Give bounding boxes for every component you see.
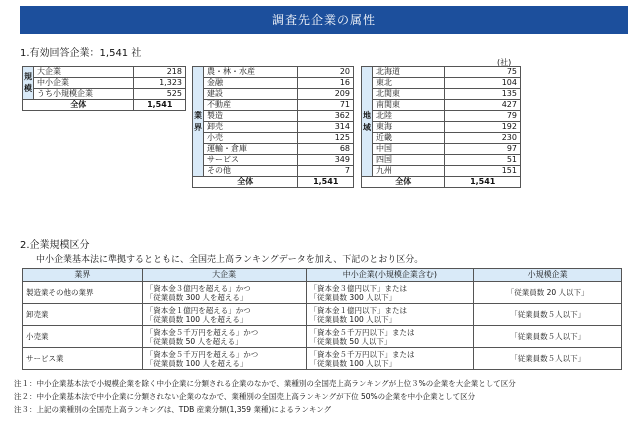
region-row: [362, 100, 521, 111]
criteria-large: [142, 304, 306, 326]
region-group-char: 地: [363, 110, 371, 120]
criteria-header: 大企業: [142, 269, 306, 282]
industry-label: 卸売: [204, 122, 298, 133]
region-label: 北関東: [373, 89, 445, 100]
size-criteria-table: [22, 268, 622, 370]
industry-group-label: [193, 67, 204, 177]
region-group-char: 域: [363, 122, 371, 132]
criteria-sme-line: 「従業員数 300 人以下」: [309, 292, 397, 302]
industry-row: [193, 89, 354, 100]
industry-row: [193, 155, 354, 166]
region-value: 230: [445, 133, 521, 144]
industry-value: 314: [298, 122, 354, 133]
criteria-header: 業界: [23, 269, 143, 282]
region-value: 427: [445, 100, 521, 111]
region-label: 東海: [373, 122, 445, 133]
criteria-large-line: 「資本金１億円を超える」かつ: [145, 305, 251, 315]
scale-label: 大企業: [34, 67, 134, 78]
criteria-header: 中小企業(小規模企業含む): [306, 269, 474, 282]
criteria-sme-line: 「資本金３億円以下」または: [309, 283, 408, 293]
region-row: [362, 89, 521, 100]
criteria-large-line: 「資本金５千万円を超える」かつ: [145, 327, 259, 337]
criteria-sme-line: 「従業員数 100 人以下」: [309, 314, 397, 324]
scale-row: [23, 89, 186, 100]
scale-group-char: 模: [24, 84, 32, 93]
region-total-label: 全体: [362, 177, 445, 188]
criteria-industry: サービス業: [23, 348, 143, 370]
region-value: 97: [445, 144, 521, 155]
industry-label: 運輸・倉庫: [204, 144, 298, 155]
scale-label: うち小規模企業: [34, 89, 134, 100]
criteria-sme-line: 「従業員数 50 人以下」: [309, 336, 392, 346]
criteria-sme-line: 「資本金５千万円以下」または: [309, 327, 415, 337]
region-row: [362, 78, 521, 89]
region-label: 北陸: [373, 111, 445, 122]
criteria-large: [142, 282, 306, 304]
region-value: 151: [445, 166, 521, 177]
criteria-small: [474, 326, 622, 348]
criteria-sme: [306, 304, 474, 326]
region-group-label: [362, 67, 373, 177]
criteria-small-line: 「従業員数５人以下」: [510, 310, 586, 319]
region-value: 135: [445, 89, 521, 100]
criteria-small-line: 「従業員数 20 人以下」: [506, 288, 589, 297]
industry-label: 農・林・水産: [204, 67, 298, 78]
industry-value: 349: [298, 155, 354, 166]
industry-group-char: 界: [194, 122, 202, 132]
region-row: [362, 111, 521, 122]
scale-total-value: 1,541: [134, 100, 186, 111]
section2-title: 2.企業規模区分: [20, 240, 90, 251]
industry-group-char: 業: [194, 110, 202, 120]
region-label: 九州: [373, 166, 445, 177]
criteria-large: [142, 326, 306, 348]
industry-total-row: [193, 177, 354, 188]
region-value: 75: [445, 67, 521, 78]
region-row: [362, 144, 521, 155]
criteria-sme: [306, 326, 474, 348]
criteria-small: [474, 348, 622, 370]
industry-value: 68: [298, 144, 354, 155]
criteria-small-line: 「従業員数５人以下」: [510, 332, 586, 341]
scale-total-row: [23, 100, 186, 111]
region-table: [361, 66, 521, 188]
region-label: 四国: [373, 155, 445, 166]
industry-row: [193, 67, 354, 78]
criteria-sme-line: 「従業員数 100 人以下」: [309, 358, 397, 368]
industry-table: [192, 66, 354, 188]
unit-label: (社): [497, 58, 512, 67]
industry-value: 209: [298, 89, 354, 100]
region-label: 中国: [373, 144, 445, 155]
region-label: 近畿: [373, 133, 445, 144]
industry-label: 不動産: [204, 100, 298, 111]
region-row: [362, 67, 521, 78]
industry-value: 20: [298, 67, 354, 78]
scale-row: [23, 78, 186, 89]
note-1: 注１：中小企業基本法で小規模企業を除く中小企業に分類される企業のなかで、業種別の全国売上高ランキングが上位３%の企業を大企業として区分: [14, 379, 516, 388]
page-title: 調査先企業の属性: [20, 6, 628, 34]
industry-row: [193, 111, 354, 122]
criteria-large-line: 「資本金３億円を超える」かつ: [145, 283, 251, 293]
industry-label: 金融: [204, 78, 298, 89]
region-row: [362, 166, 521, 177]
industry-row: [193, 122, 354, 133]
criteria-row: [23, 326, 622, 348]
criteria-large-line: 「従業員数 100 人を超える」: [145, 314, 248, 324]
scale-value: 525: [134, 89, 186, 100]
criteria-sme: [306, 282, 474, 304]
criteria-small: [474, 282, 622, 304]
scale-group-label: [23, 67, 34, 100]
region-label: 東北: [373, 78, 445, 89]
industry-row: [193, 166, 354, 177]
scale-value: 218: [134, 67, 186, 78]
industry-label: サービス: [204, 155, 298, 166]
region-row: [362, 155, 521, 166]
criteria-row: [23, 282, 622, 304]
criteria-row: [23, 304, 622, 326]
industry-label: 製造: [204, 111, 298, 122]
industry-value: 7: [298, 166, 354, 177]
criteria-large-line: 「従業員数 300 人を超える」: [145, 292, 248, 302]
region-value: 79: [445, 111, 521, 122]
region-value: 192: [445, 122, 521, 133]
criteria-sme-line: 「資本金５千万円以下」または: [309, 349, 415, 359]
industry-total-value: 1,541: [298, 177, 354, 188]
industry-value: 125: [298, 133, 354, 144]
region-row: [362, 133, 521, 144]
region-total-value: 1,541: [445, 177, 521, 188]
scale-table: [22, 66, 186, 111]
industry-value: 71: [298, 100, 354, 111]
industry-value: 362: [298, 111, 354, 122]
scale-value: 1,323: [134, 78, 186, 89]
industry-row: [193, 144, 354, 155]
criteria-small-line: 「従業員数５人以下」: [510, 354, 586, 363]
scale-row: [23, 67, 186, 78]
criteria-sme: [306, 348, 474, 370]
criteria-sme-line: 「資本金１億円以下」または: [309, 305, 408, 315]
industry-label: 建設: [204, 89, 298, 100]
industry-row: [193, 78, 354, 89]
region-value: 51: [445, 155, 521, 166]
scale-total-label: 全体: [23, 100, 134, 111]
note-3: 注３：上記の業種別の全国売上高ランキングは、TDB 産業分類(1,359 業種)によるランキング: [14, 405, 332, 414]
region-row: [362, 122, 521, 133]
industry-row: [193, 100, 354, 111]
region-label: 北海道: [373, 67, 445, 78]
criteria-large-line: 「従業員数 50 人を超える」: [145, 336, 243, 346]
industry-row: [193, 133, 354, 144]
scale-label: 中小企業: [34, 78, 134, 89]
criteria-industry: 製造業その他の業界: [23, 282, 143, 304]
criteria-large-line: 「従業員数 100 人を超える」: [145, 358, 248, 368]
criteria-industry: 小売業: [23, 326, 143, 348]
criteria-large-line: 「資本金５千万円を超える」かつ: [145, 349, 259, 359]
region-total-row: [362, 177, 521, 188]
criteria-large: [142, 348, 306, 370]
section1-title: 1.有効回答企業：1,541 社: [20, 48, 142, 59]
region-label: 南関東: [373, 100, 445, 111]
scale-group-char: 規: [24, 72, 32, 81]
industry-label: 小売: [204, 133, 298, 144]
note-2: 注２：中小企業基本法で中小企業に分類されない企業のなかで、業種別の全国売上高ランキングが下位 50%の企業を中小企業として区分: [14, 392, 476, 401]
industry-value: 16: [298, 78, 354, 89]
criteria-row: [23, 348, 622, 370]
criteria-header: 小規模企業: [474, 269, 622, 282]
region-value: 104: [445, 78, 521, 89]
criteria-industry: 卸売業: [23, 304, 143, 326]
criteria-small: [474, 304, 622, 326]
industry-total-label: 全体: [193, 177, 298, 188]
industry-label: その他: [204, 166, 298, 177]
section2-description: 中小企業基本法に準拠するとともに、全国売上高ランキングデータを加え、下記のとおり区分。: [36, 255, 424, 265]
